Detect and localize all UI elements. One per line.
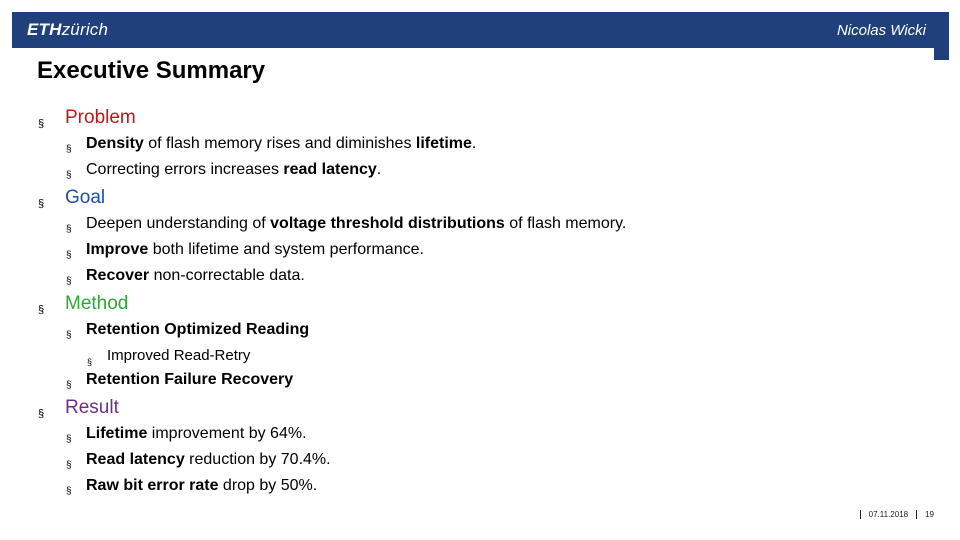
bullet-icon: §: [38, 198, 45, 210]
section-heading: Result: [65, 397, 119, 418]
section-problem: [37, 106, 897, 132]
list-item: § Recover non-correctable data.: [37, 264, 897, 290]
section-method: [37, 292, 897, 318]
bullet-icon: §: [66, 380, 72, 391]
list-subitem: § Improved Read-Retry: [37, 344, 897, 368]
list-item: § Raw bit error rate drop by 50%.: [37, 474, 897, 500]
bullet-icon: §: [66, 486, 72, 497]
bullet-icon: §: [66, 276, 72, 287]
list-item: § Correcting errors increases read latency.: [37, 158, 897, 184]
section-goal: [37, 186, 897, 212]
bullet-icon: §: [87, 357, 93, 367]
list-item: § Retention Failure Recovery: [37, 368, 897, 394]
bullet-icon: §: [66, 170, 72, 181]
section-heading: Method: [65, 293, 129, 314]
list-item: § Improve both lifetime and system performance.: [37, 238, 897, 264]
header-bar: [12, 12, 949, 48]
author-name: Nicolas Wicki: [836, 22, 926, 39]
slide-content: [37, 106, 897, 500]
bullet-icon: §: [38, 118, 45, 130]
footer-date: 07.11.2018: [868, 510, 909, 519]
page-number: 19: [925, 510, 934, 519]
bullet-icon: §: [66, 250, 72, 261]
footer-divider: [860, 510, 861, 519]
list-item: § Read latency reduction by 70.4%.: [37, 448, 897, 474]
bullet-icon: §: [66, 224, 72, 235]
bullet-icon: §: [66, 434, 72, 445]
bullet-icon: §: [38, 304, 45, 316]
slide-title: Executive Summary: [37, 57, 266, 84]
eth-logo: ETHzürich: [27, 20, 109, 39]
section-result: [37, 396, 897, 422]
section-heading: Goal: [65, 187, 106, 208]
list-item: § Lifetime improvement by 64%.: [37, 422, 897, 448]
list-item: § Density of flash memory rises and diminishes lifetime.: [37, 132, 897, 158]
bullet-icon: §: [38, 408, 45, 420]
footer-divider: [916, 510, 917, 519]
list-item: § Deepen understanding of voltage threshold distributions of flash memory.: [37, 212, 897, 238]
bullet-icon: §: [66, 144, 72, 155]
section-heading: Problem: [65, 107, 136, 128]
bullet-icon: §: [66, 460, 72, 471]
slide-footer: [852, 510, 934, 519]
list-item: § Retention Optimized Reading: [37, 318, 897, 344]
bullet-icon: §: [66, 330, 72, 341]
header-accent: [934, 48, 949, 60]
